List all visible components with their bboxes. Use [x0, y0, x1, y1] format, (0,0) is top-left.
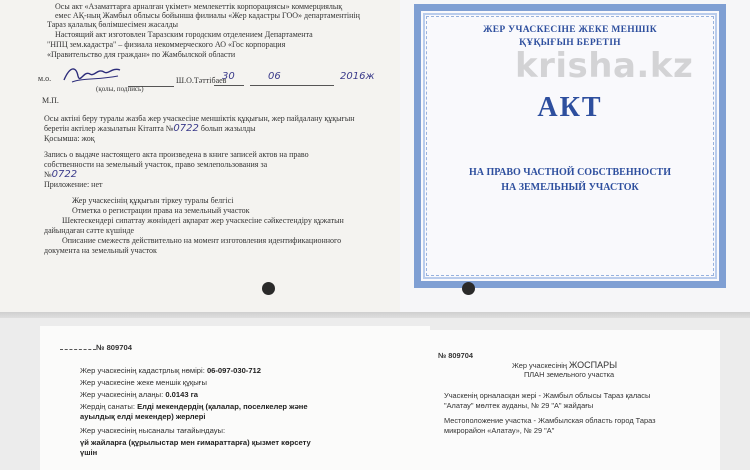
plan-title-ru: ПЛАН земельного участка — [524, 370, 615, 379]
form-number-left: № 809704 — [96, 343, 132, 352]
location-kz-1: Учаскенің орналасқан жері - Жамбыл облысы Тараз қаласы — [444, 391, 651, 400]
number-leader — [60, 349, 96, 350]
issuer-line-2: емес АҚ-ның Жамбыл облысы бойынша филиалы «Жер кадастры ГОО» департаментінің — [55, 11, 360, 20]
plan-title-kz: Жер учаскесінің ЖОСПАРЫ — [512, 360, 618, 370]
month-line — [250, 85, 334, 86]
note-line-2: Отметка о регистрации права на земельный участок — [72, 206, 250, 215]
date-month: 06 — [268, 71, 281, 82]
mp-label: М.П. — [42, 96, 59, 105]
punch-hole-left — [262, 282, 275, 295]
date-year: 2016ж — [340, 71, 375, 82]
location-ru-2: микрорайон «Алатау», № 29 "А" — [444, 426, 555, 435]
ownership-right: Жер учаскесіне жеке меншік құқығы — [80, 378, 207, 387]
issuer-line-6: «Правительство для граждан» по Жамбылской области — [47, 50, 236, 59]
signer-name: Ш.О.Тәттібаев — [176, 76, 227, 85]
registration-ru-line-3: №0722 — [44, 169, 78, 180]
purpose-value-1: үй жайларға (құрылыстар мен ғимараттарға) қызмет көрсету — [80, 438, 311, 447]
watermark: krisha.kz — [515, 46, 694, 86]
cover-title-ru: НА ПРАВО ЧАСТНОЙ СОБСТВЕННОСТИ НА ЗЕМЕЛЬНЫЙ УЧАСТОК — [469, 167, 671, 193]
cover-akt-title: АКТ — [537, 92, 603, 123]
cadastral-number: 06-097-030-712 — [206, 366, 261, 375]
location-kz-2: "Алатау" мөлтек ауданы, № 29 "А" жайдағы — [444, 401, 594, 410]
area-row: Жер учаскесінің алаңы: 0.0143 га — [80, 390, 199, 399]
date-day: 30 — [222, 71, 235, 82]
cadastral-row: Жер учаскесінің кадастрлық нөмірі: 06-097-030-712 — [80, 366, 261, 375]
signature-caption: (қолы, подпись) — [96, 85, 144, 93]
note-line-4: дайындаған сәтте күшінде — [44, 226, 135, 235]
day-line — [214, 85, 244, 86]
appendix-ru: Приложение: нет — [44, 180, 103, 189]
registration-number-kz: 0722 — [173, 123, 199, 134]
mo-label: м.о. — [38, 74, 52, 83]
purpose-value-2: үшін — [80, 448, 98, 457]
issuer-line-3: Тараз қалалық бөлімшесімен жасалды — [47, 20, 179, 29]
registration-ru-line-2: собственности на земельный участок, право землепользования за — [44, 160, 268, 169]
form-number-right: № 809704 — [438, 351, 473, 360]
category-row-2: ауылдық елді мекендер) жерлері — [80, 412, 206, 421]
issuer-line-1: Осы акт «Азаматтарға арналған үкімет» мемлекеттік корпорациясы» коммерциялық — [55, 2, 343, 11]
cover-title-kz: ЖЕР УЧАСКЕСІНЕ ЖЕКЕ МЕНШІК ҚҰҚЫҒЫН БЕРЕТІН — [483, 25, 657, 48]
location-ru-1: Местоположение участка - Жамбылская область город Тараз — [444, 416, 656, 425]
note-line-3: Шектескендері сипаттау жөніндегі ақпарат жер учаскесіне сәйкестендіру құжатын — [62, 216, 344, 225]
punch-hole-right — [462, 282, 475, 295]
registration-ru-line-1: Запись о выдаче настоящего акта произведена в книге записей актов на право — [44, 150, 309, 159]
registration-kz-line-2: беретін актілер жазылатын Кітапта №0722 болып жазылды — [44, 123, 256, 134]
note-line-5: Описание смежеств действительно на момент изготовления идентификационного — [62, 236, 342, 245]
issuer-line-5: "НПЦ зем.кадастра" – физиала некоммерческого АО «Гос корпорация — [47, 40, 286, 49]
purpose-label: Жер учаскесінің нысаналы тағайындауы: — [80, 426, 226, 435]
registration-number-ru: 0722 — [51, 169, 78, 180]
issuer-line-4: Настоящий акт изготовлен Таразским городским отделением Департамента — [55, 30, 313, 39]
note-line-1: Жер учаскесінің құқығын тіркеу туралы белгісі — [72, 196, 234, 205]
appendix-kz: Қосымша: жоқ — [44, 134, 95, 143]
area-value: 0.0143 га — [165, 390, 199, 399]
category-row: Жердің санаты: Елді мекендердің (қалалар, поселкелер және — [80, 402, 308, 411]
registration-kz-line-1: Осы актіні беру туралы жазба жер учаскесіне меншіктік құқығын, жер пайдалану құқығын — [44, 114, 355, 123]
note-line-6: документа на земельный участок — [44, 246, 157, 255]
